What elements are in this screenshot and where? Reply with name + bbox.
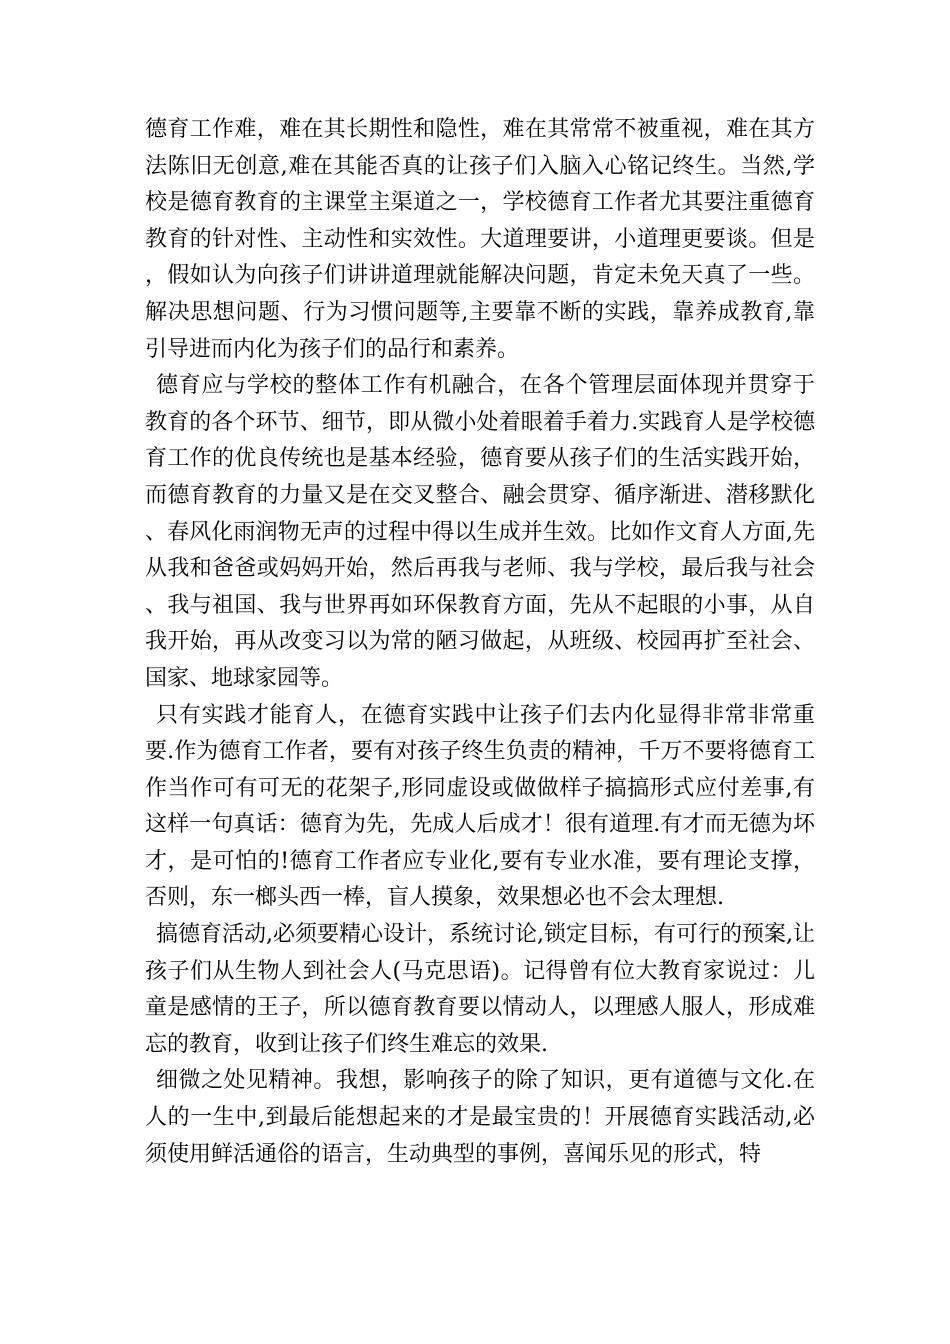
paragraph-5: 细微之处见精神。我想，影响孩子的除了知识，更有道德与文化.在人的一生中,到最后能想起来的才是最宝贵的！开展德育实践活动,必须使用鲜活通俗的语言，生动典型的事例，喜闻乐见的形式，特 xyxy=(145,1068,815,1167)
paragraph-4: 搞德育活动,必须要精心设计，系统讨论,锁定目标，有可行的预案,让孩子们从生物人到社会人(马克思语)。记得曾有位大教育家说过：儿童是感情的王子，所以德育教育要以情动人，以理感人服人，形成难忘的教育，收到让孩子们终生难忘的效果. xyxy=(145,922,815,1057)
paragraph-1: 德育工作难，难在其长期性和隐性，难在其常常不被重视，难在其方法陈旧无创意,难在其能否真的让孩子们入脑入心铭记终生。当然,学校是德育教育的主课堂主渠道之一，学校德育工作者尤其要注重德育教育的针对性、主动性和实效性。大道理要讲，小道理更要谈。但是，假如认为向孩子们讲讲道理就能解决问题，肯定未免天真了一些。解决思想问题、行为习惯问题等,主要靠不断的实践，靠养成教育,靠引导进而内化为孩子们的品行和素养。 xyxy=(145,117,815,362)
paragraph-2: 德育应与学校的整体工作有机融合，在各个管理层面体现并贯穿于教育的各个环节、细节，即从微小处着眼着手着力.实践育人是学校德育工作的优良传统也是基本经验，德育要从孩子们的生活实践开始，而德育教育的力量又是在交叉整合、融会贯穿、循序渐进、潜移默化、春风化雨润物无声的过程中得以生成并生效。比如作文育人方面,先从我和爸爸或妈妈开始，然后再我与老师、我与学校，最后我与社会、我与祖国、我与世界再如环保教育方面，先从不起眼的小事，从自我开始，再从改变习以为常的陋习做起，从班级、校园再扩至社会、国家、地球家园等。 xyxy=(145,373,815,691)
paragraph-3: 只有实践才能育人，在德育实践中让孩子们去内化显得非常非常重要.作为德育工作者，要有对孩子终生负责的精神，千万不要将德育工作当作可有可无的花架子,形同虚设或做做样子搞搞形式应付差事,有这样一句真话：德育为先，先成人后成才！很有道理.有才而无德为坏才，是可怕的!德育工作者应专业化,要有专业水准，要有理论支撑，否则，东一榔头西一棒，盲人摸象，效果想必也不会太理想. xyxy=(145,702,815,911)
document-body xyxy=(145,112,815,1173)
